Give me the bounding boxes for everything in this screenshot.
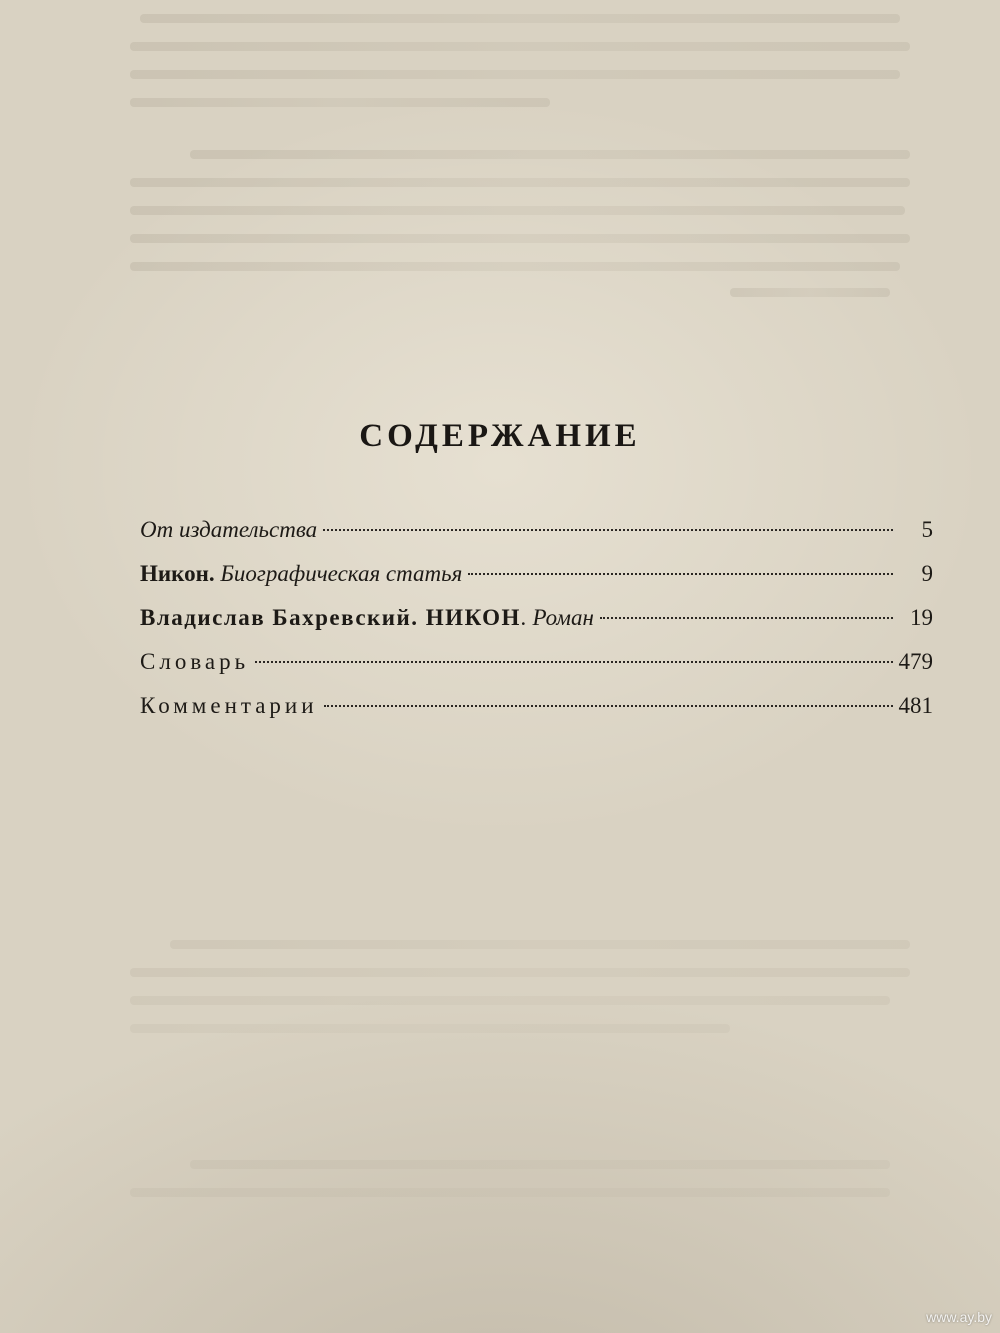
toc-entry-author: Никон. <box>140 561 215 586</box>
toc-entry-glossary <box>140 640 933 684</box>
toc-entry-subtitle: Биографическая статья <box>214 561 463 586</box>
toc-entry-biography <box>140 552 933 596</box>
toc-page-number: 5 <box>921 517 933 542</box>
table-of-contents <box>140 508 933 728</box>
toc-title: СОДЕРЖАНИЕ <box>359 418 641 454</box>
toc-page-number: 481 <box>898 693 933 718</box>
dot-leader <box>255 660 892 663</box>
toc-entry-title: Комментарии <box>140 693 318 718</box>
toc-page-number: 19 <box>910 605 933 630</box>
toc-entry-publisher <box>140 508 933 552</box>
toc-entry-title <box>140 596 594 640</box>
toc-entry-title <box>140 552 462 596</box>
dot-leader <box>468 572 893 575</box>
site-watermark: www.ay.by <box>926 1309 992 1325</box>
toc-entry-novel <box>140 596 933 640</box>
dot-leader <box>323 528 893 531</box>
toc-page-number: 9 <box>921 561 933 586</box>
toc-page-number: 479 <box>898 649 933 674</box>
toc-entry-comments <box>140 684 933 728</box>
toc-entry-title: От издательства <box>140 517 318 542</box>
toc-entry-title: Словарь <box>140 649 250 674</box>
toc-entry-subtitle: . Роман <box>520 605 594 630</box>
dot-leader <box>324 704 893 707</box>
dot-leader <box>600 616 893 619</box>
toc-entry-author: Владислав Бахревский. НИКОН <box>140 605 521 630</box>
